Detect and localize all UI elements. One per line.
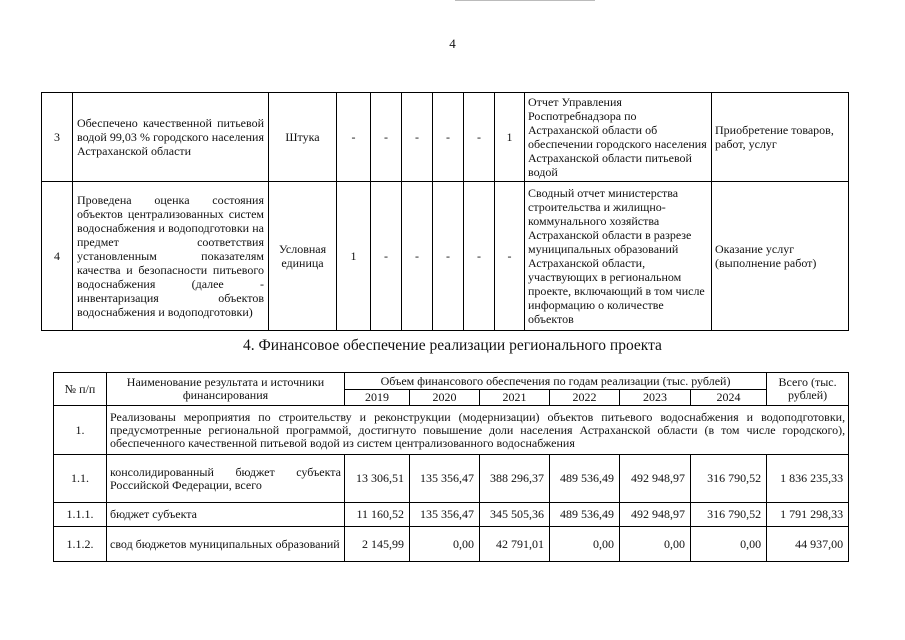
value-cell: - xyxy=(337,93,371,182)
table-row xyxy=(42,93,849,182)
top-edge-line xyxy=(455,0,595,4)
document-cell: Сводный отчет министерства строительства и жилищно-коммунального хозяйства Астраханской области в разрезе муниципальных образований Астраханской области, участвующих в региональном проекте, включающий в том числе информацию о количестве объектов xyxy=(525,182,712,331)
unit-cell: Штука xyxy=(269,93,337,182)
table-row xyxy=(54,527,849,562)
section-title: 4. Финансовое обеспечение реализации регионального проекта xyxy=(243,337,662,354)
header-year: 2019 xyxy=(345,390,410,406)
value-cell: - xyxy=(402,182,433,331)
group-num: 1. xyxy=(54,406,107,455)
group-row xyxy=(54,406,849,455)
value-cell: - xyxy=(371,182,402,331)
total-cell: 44 937,00 xyxy=(767,527,849,562)
value-cell: 0,00 xyxy=(691,527,767,562)
value-cell: - xyxy=(433,93,464,182)
value-cell: 135 356,47 xyxy=(410,455,480,503)
value-cell: 135 356,47 xyxy=(410,503,480,527)
value-cell: - xyxy=(495,182,525,331)
header-name: Наименование результата и источники финансирования xyxy=(107,373,345,406)
header-year: 2022 xyxy=(550,390,620,406)
unit-cell: Условная единица xyxy=(269,182,337,331)
header-year: 2024 xyxy=(691,390,767,406)
value-cell: 42 791,01 xyxy=(480,527,550,562)
group-text: Реализованы мероприятия по строительству и реконструкции (модернизации) объектов питьевого водоснабжения и водоподготовки, предусмотренные региональной программой, достигнуто повышение доли населения Астраханской области (в том числе городского), обеспеченного качественной питьевой водой из систем централизованного водоснабжения xyxy=(107,406,849,455)
source-name: бюджет субъекта xyxy=(107,503,345,527)
value-cell: 388 296,37 xyxy=(480,455,550,503)
value-cell: - xyxy=(433,182,464,331)
source-name: свод бюджетов муниципальных образований xyxy=(107,527,345,562)
value-cell: 0,00 xyxy=(550,527,620,562)
value-cell: - xyxy=(371,93,402,182)
result-name: Обеспечено качественной питьевой водой 99,03 % городского населения Астраханской области xyxy=(73,93,269,182)
header-row xyxy=(54,373,849,390)
header-year: 2021 xyxy=(480,390,550,406)
value-cell: 492 948,97 xyxy=(620,455,691,503)
value-cell: 2 145,99 xyxy=(345,527,410,562)
value-cell: - xyxy=(402,93,433,182)
value-cell: 316 790,52 xyxy=(691,455,767,503)
kind-cell: Оказание услуг (выполнение работ) xyxy=(712,182,849,331)
value-cell: - xyxy=(464,93,495,182)
header-year: 2020 xyxy=(410,390,480,406)
value-cell: 316 790,52 xyxy=(691,503,767,527)
row-number: 4 xyxy=(42,182,73,331)
value-cell: 0,00 xyxy=(410,527,480,562)
header-num: № п/п xyxy=(54,373,107,406)
row-number: 1.1. xyxy=(54,455,107,503)
page-number: 4 xyxy=(449,36,456,51)
results-table xyxy=(41,92,849,331)
value-cell: 1 xyxy=(495,93,525,182)
source-name: консолидированный бюджет субъекта Российской Федерации, всего xyxy=(107,455,345,503)
table-row xyxy=(42,182,849,331)
value-cell: 1 xyxy=(337,182,371,331)
value-cell: 13 306,51 xyxy=(345,455,410,503)
total-cell: 1 836 235,33 xyxy=(767,455,849,503)
row-number: 1.1.1. xyxy=(54,503,107,527)
value-cell: 345 505,36 xyxy=(480,503,550,527)
value-cell: 492 948,97 xyxy=(620,503,691,527)
value-cell: 489 536,49 xyxy=(550,455,620,503)
document-cell: Отчет Управления Роспотребнадзора по Астраханской области об обеспечении городского населения Астраханской области питьевой водой xyxy=(525,93,712,182)
value-cell: - xyxy=(464,182,495,331)
table-row xyxy=(54,455,849,503)
finance-table xyxy=(53,372,849,562)
result-name: Проведена оценка состояния объектов централизованных систем водоснабжения и водоподготовки на предмет соответствия установленным показателям качества и безопасности питьевого водоснабжения (далее - инвентаризация объектов водоснабжения и водоподготовки) xyxy=(73,182,269,331)
header-volume: Объем финансового обеспечения по годам реализации (тыс. рублей) xyxy=(345,373,767,390)
value-cell: 11 160,52 xyxy=(345,503,410,527)
value-cell: 489 536,49 xyxy=(550,503,620,527)
row-number: 1.1.2. xyxy=(54,527,107,562)
value-cell: 0,00 xyxy=(620,527,691,562)
kind-cell: Приобретение товаров, работ, услуг xyxy=(712,93,849,182)
table-row xyxy=(54,503,849,527)
header-year: 2023 xyxy=(620,390,691,406)
row-number: 3 xyxy=(42,93,73,182)
total-cell: 1 791 298,33 xyxy=(767,503,849,527)
header-total: Всего (тыс. рублей) xyxy=(767,373,849,406)
